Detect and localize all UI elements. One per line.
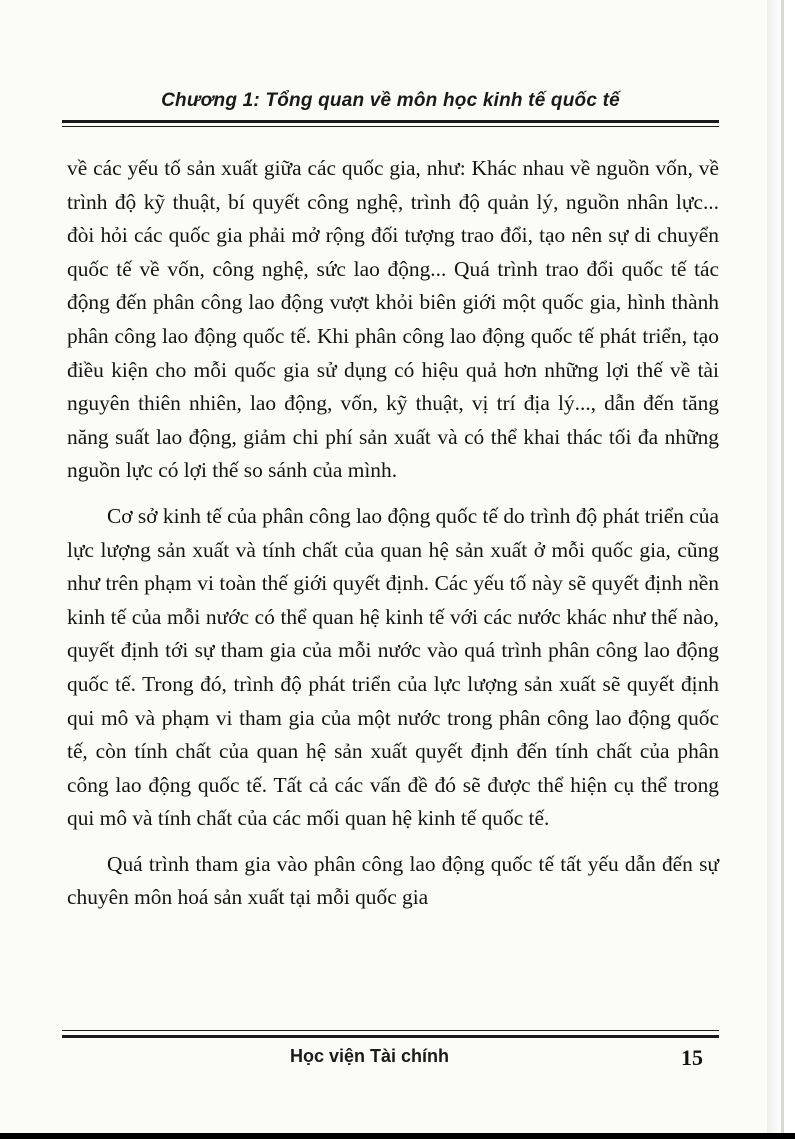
- paragraph-2: Cơ sở kinh tế của phân công lao động quốc tế do trình độ phát triển của lực lượng sản xuất và tính chất của quan hệ sản xuất ở mỗi quốc gia, cũng như trên phạm vi toàn thế giới quyết định. Các yếu tố này sẽ quyết định nền kinh tế của mỗi nước có thể quan hệ kinh tế với các nước khác như thế nào, quyết định tới sự tham gia của mỗi nước vào quá trình phân công lao động quốc tế. Trong đó, trình độ phát triển của lực lượng sản xuất sẽ quyết định qui mô và phạm vi tham gia của một nước trong phân công lao động quốc tế, còn tính chất của quan hệ sản xuất quyết định đến tính chất của phân công lao động quốc tế. Tất cả các vấn đề đó sẽ được thể hiện cụ thể trong qui mô và tính chất của các mối quan hệ kinh tế quốc tế.: [67, 503, 719, 831]
- footer-publisher: Học viện Tài chính: [290, 1046, 450, 1066]
- page-number: 15: [681, 1045, 703, 1070]
- page-edge-shadow: [767, 0, 781, 1139]
- scan-bottom-edge: [0, 1133, 795, 1139]
- header-rule-thin: [62, 126, 719, 127]
- footer-rule-thin: [62, 1030, 719, 1031]
- running-header: Chương 1: Tổng quan về môn học kinh tế quốc tế: [161, 90, 620, 111]
- paragraph-3: Quá trình tham gia vào phân công lao động quốc tế tất yếu dẫn đến sự chuyên môn hoá sản xuất tại mỗi quốc gia: [67, 851, 719, 910]
- header-rule-thick: [62, 120, 719, 123]
- body-text: [67, 152, 719, 927]
- paragraph-1: về các yếu tố sản xuất giữa các quốc gia, như: Khác nhau về nguồn vốn, về trình độ kỹ thuật, bí quyết công nghệ, trình độ quản lý, nguồn nhân lực... đòi hỏi các quốc gia phải mở rộng đối tượng trao đổi, tạo nên sự di chuyển quốc tế về vốn, công nghệ, sức lao động... Quá trình trao đổi quốc tế tác động đến phân công lao động vượt khỏi biên giới một quốc gia, hình thành phân công lao động quốc tế. Khi phân công lao động quốc tế phát triển, tạo điều kiện cho mỗi quốc gia sử dụng có hiệu quả hơn những lợi thế về tài nguyên thiên nhiên, lao động, vốn, kỹ thuật, vị trí địa lý..., dẫn đến tăng năng suất lao động, giảm chi phí sản xuất và có thể khai thác tối đa những nguồn lực có lợi thế so sánh của mình.: [67, 156, 719, 483]
- footer-rule-thick: [62, 1035, 719, 1038]
